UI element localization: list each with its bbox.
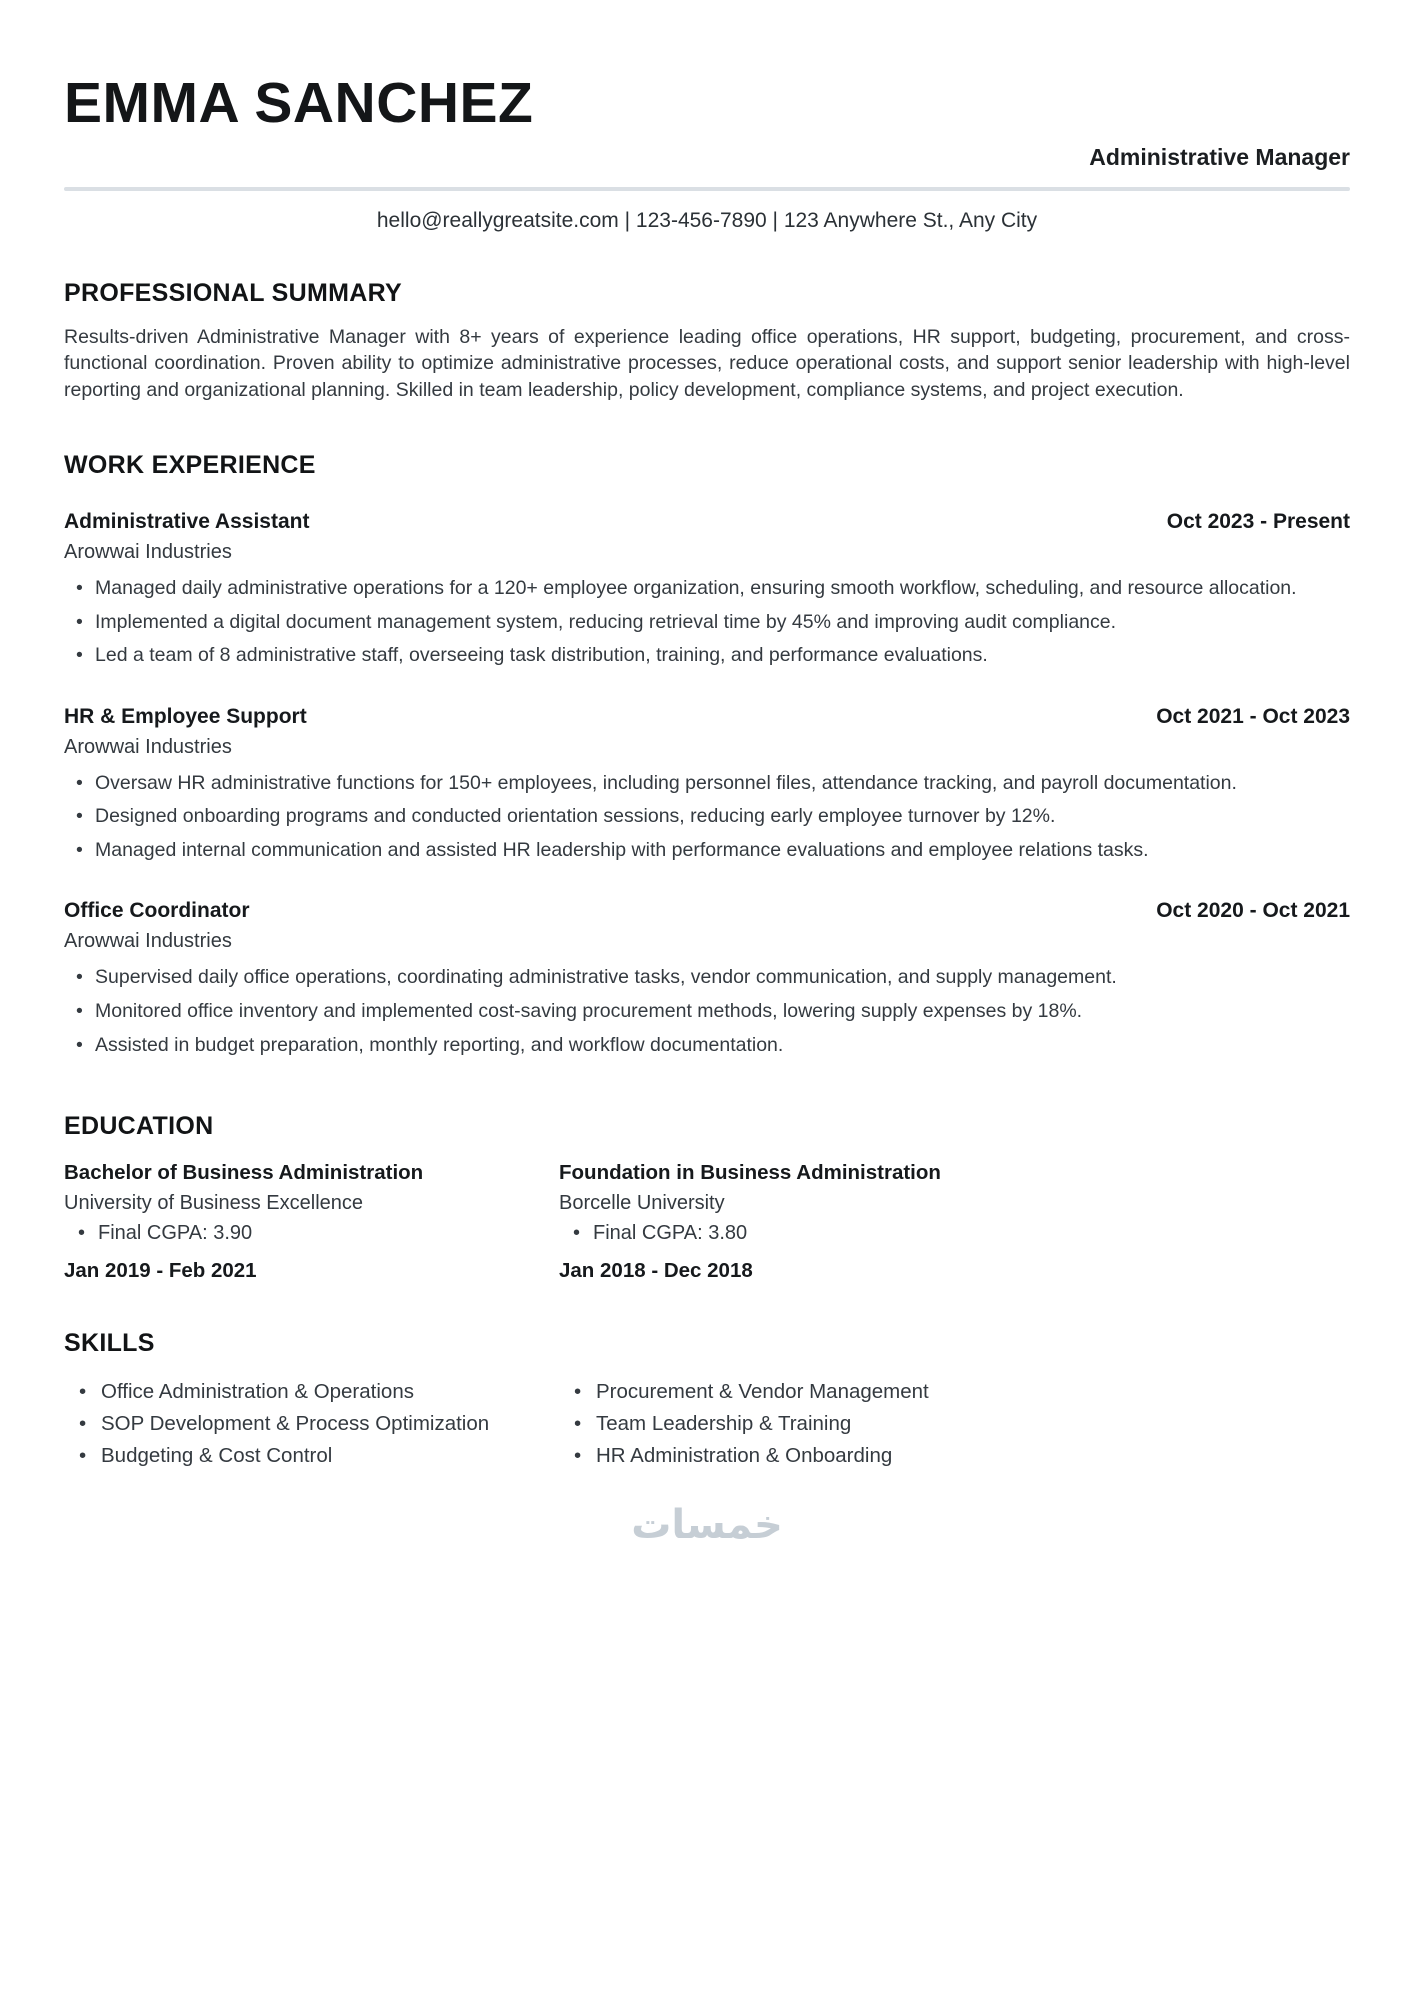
job-bullet: • Implemented a digital document management system, reducing retrieval time by 45% and improving audit compliance. (64, 609, 1350, 636)
job-bullet: • Supervised daily office operations, coordinating administrative tasks, vendor communication, and supply management. (64, 964, 1350, 991)
job-bullet-list (64, 964, 1350, 1058)
job-company: Arowwai Industries (64, 735, 232, 758)
job-bullet: • Assisted in budget preparation, monthly reporting, and workflow documentation. (64, 1032, 1350, 1059)
education-cgpa: • Final CGPA: 3.90 (64, 1222, 559, 1245)
job-header (64, 510, 1350, 534)
job-dates: Oct 2021 - Oct 2023 (1156, 704, 1350, 728)
job-title: Office Coordinator (64, 899, 250, 923)
skills-column (559, 1380, 1350, 1476)
job-dates: Oct 2020 - Oct 2021 (1156, 899, 1350, 923)
summary-text: Results-driven Administrative Manager with 8+ years of experience leading office operations, HR support, budgeting, procurement, and cross-functional coordination. Proven ability to optimize administrative processes, reduce operational costs, and support senior leadership with high-level reporting and organizational planning. Skilled in team leadership, policy development, compliance systems, and project execution. (64, 325, 1350, 401)
person-name: EMMA SANCHEZ (64, 71, 534, 135)
person-job-title: Administrative Manager (1089, 143, 1350, 170)
work-experience-section (64, 451, 1350, 1058)
work-experience-heading: WORK EXPERIENCE (64, 451, 316, 480)
contact-line: hello@reallygreatsite.com | 123-456-7890 | 123 Anywhere St., Any City (376, 208, 1038, 232)
job-title: HR & Employee Support (64, 704, 307, 728)
job-header (64, 899, 1350, 923)
header-divider (64, 187, 1350, 191)
job-entry (64, 705, 1350, 864)
skills-section (64, 1329, 1350, 1476)
skill-item: • Budgeting & Cost Control (64, 1444, 559, 1468)
skill-item: • Procurement & Vendor Management (559, 1380, 1350, 1404)
education-cgpa: • Final CGPA: 3.80 (559, 1222, 1350, 1245)
resume-header (64, 71, 1350, 233)
education-degree: Bachelor of Business Administration (64, 1161, 424, 1185)
education-grid (64, 1161, 1350, 1283)
job-bullet-list (64, 575, 1350, 669)
education-detail-list (559, 1222, 1350, 1245)
education-school: Borcelle University (559, 1192, 725, 1215)
job-bullet: • Oversaw HR administrative functions for 150+ employees, including personnel files, attendance tracking, and payroll documentation. (64, 770, 1350, 797)
summary-section (64, 279, 1350, 404)
khamsat-watermark: خمسات (631, 1502, 783, 1549)
job-company: Arowwai Industries (64, 541, 232, 564)
skill-item: • HR Administration & Onboarding (559, 1444, 1350, 1468)
job-bullet-list (64, 770, 1350, 864)
skills-column (64, 1380, 559, 1476)
job-bullet: • Monitored office inventory and implemented cost-saving procurement methods, lowering supply expenses by 18%. (64, 998, 1350, 1025)
education-entry (559, 1161, 1350, 1283)
job-company: Arowwai Industries (64, 930, 232, 953)
education-dates: Jan 2018 - Dec 2018 (559, 1259, 753, 1283)
education-detail-list (64, 1222, 559, 1245)
skills-grid (64, 1380, 1350, 1476)
job-bullet: • Designed onboarding programs and conducted orientation sessions, reducing early employee turnover by 12%. (64, 803, 1350, 830)
job-bullet: • Led a team of 8 administrative staff, overseeing task distribution, training, and performance evaluations. (64, 642, 1350, 669)
summary-heading: PROFESSIONAL SUMMARY (64, 278, 402, 307)
job-bullet: • Managed internal communication and assisted HR leadership with performance evaluations and employee relations tasks. (64, 837, 1350, 864)
job-title: Administrative Assistant (64, 510, 310, 534)
education-heading: EDUCATION (64, 1112, 214, 1141)
education-section (64, 1112, 1350, 1283)
education-degree: Foundation in Business Administration (559, 1161, 941, 1185)
education-entry (64, 1161, 559, 1283)
job-header (64, 705, 1350, 729)
job-entry (64, 899, 1350, 1058)
job-entry (64, 510, 1350, 669)
skills-heading: SKILLS (64, 1329, 155, 1358)
skill-item: • Team Leadership & Training (559, 1412, 1350, 1436)
education-school: University of Business Excellence (64, 1192, 364, 1215)
job-dates: Oct 2023 - Present (1166, 510, 1350, 534)
skill-item: • SOP Development & Process Optimization (64, 1412, 559, 1436)
education-dates: Jan 2019 - Feb 2021 (64, 1259, 257, 1283)
skill-item: • Office Administration & Operations (64, 1380, 559, 1404)
job-bullet: • Managed daily administrative operations for a 120+ employee organization, ensuring smooth workflow, scheduling, and resource allocation. (64, 575, 1350, 602)
